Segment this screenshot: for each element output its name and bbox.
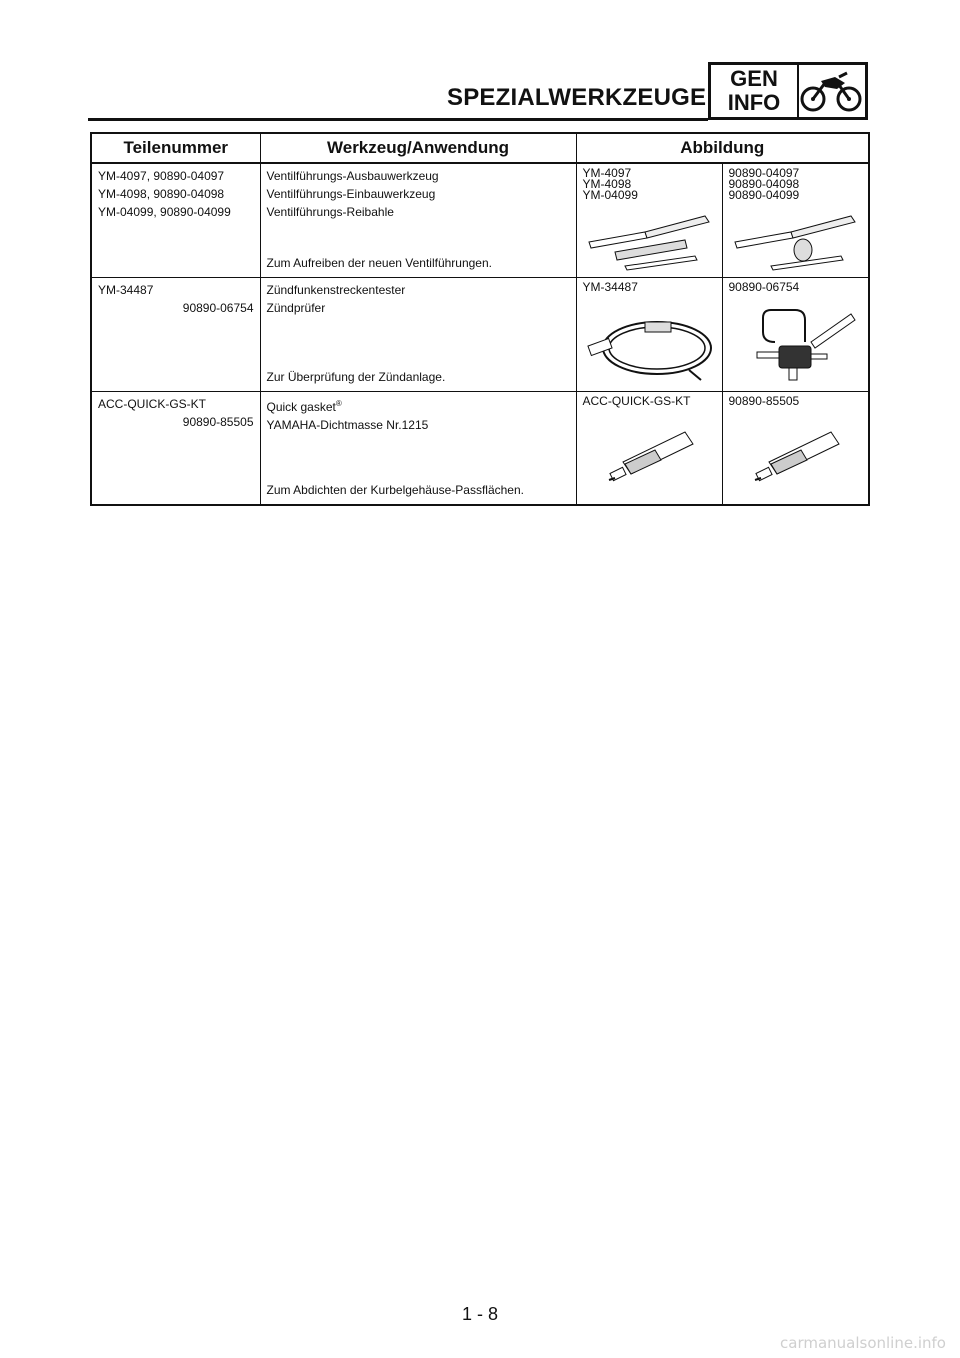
illustration-cell-left xyxy=(576,163,722,277)
table-row xyxy=(91,163,869,277)
table-row xyxy=(91,391,869,505)
ignition-tester-icon xyxy=(585,302,715,386)
tool-cell xyxy=(260,391,576,505)
part-number-cell xyxy=(91,277,260,391)
illustration-label xyxy=(583,168,638,201)
ignition-tester-icon xyxy=(731,302,861,386)
tool-name: Zündfunkenstreckentester xyxy=(266,282,406,297)
motorcycle-icon xyxy=(799,67,863,115)
illustration-cell-right xyxy=(722,391,869,505)
illustration-label xyxy=(729,168,800,201)
section-badge xyxy=(708,62,868,120)
sealant-tube-icon xyxy=(751,428,851,488)
illustration-label-line: YM-4097 xyxy=(582,166,632,180)
tool-name-text: Quick gasket xyxy=(266,399,336,414)
valve-guide-tools-icon xyxy=(585,212,715,272)
tool-name: Ventilführungs-Reibahle xyxy=(266,205,394,219)
tool-cell xyxy=(260,277,576,391)
illustration-label: ACC-QUICK-GS-KT xyxy=(582,393,691,408)
illustration-cell-left xyxy=(576,391,722,505)
illustration-label-line: 90890-04098 xyxy=(728,177,800,191)
tool-name xyxy=(267,396,570,415)
part-number: YM-4097, 90890-04097 xyxy=(98,169,225,183)
valve-guide-tools-icon xyxy=(731,212,861,272)
special-tools-table xyxy=(90,132,870,506)
part-number-cell xyxy=(91,391,260,505)
table-row xyxy=(91,277,869,391)
badge-line-gen: GEN xyxy=(730,66,778,91)
illustration-label-line: YM-04099 xyxy=(582,188,638,202)
illustration-cell-right xyxy=(722,277,869,391)
tool-usage: Zum Abdichten der Kurbelgehäuse-Passflächen. xyxy=(266,483,524,497)
col-header-illustration: Abbildung xyxy=(576,133,869,163)
part-number-cell xyxy=(91,163,260,277)
tool-cell xyxy=(260,163,576,277)
tool-name: Ventilführungs-Einbauwerkzeug xyxy=(266,187,436,201)
illustration-cell-right xyxy=(722,163,869,277)
badge-text xyxy=(711,65,799,119)
sealant-tube-icon xyxy=(605,428,705,488)
header-rule xyxy=(88,118,708,121)
illustration-label-line: 90890-04097 xyxy=(728,166,800,180)
col-header-tool: Werkzeug/Anwendung xyxy=(260,133,576,163)
badge-line-info: INFO xyxy=(727,90,781,115)
tool-name: Ventilführungs-Ausbauwerkzeug xyxy=(266,169,439,183)
illustration-label: 90890-85505 xyxy=(728,393,800,408)
page-number: 1 - 8 xyxy=(461,1304,499,1324)
col-header-part-number: Teilenummer xyxy=(91,133,260,163)
part-number: YM-34487 xyxy=(98,282,154,297)
tool-usage: Zum Aufreiben der neuen Ventilführungen. xyxy=(266,255,492,270)
illustration-label: 90890-06754 xyxy=(728,279,800,294)
tool-usage: Zur Überprüfung der Zündanlage. xyxy=(266,369,446,384)
illustration-label: YM-34487 xyxy=(582,279,638,294)
illustration-label-line: 90890-04099 xyxy=(728,188,800,202)
watermark: carmanualsonline.info xyxy=(780,1334,946,1352)
tool-name: YAMAHA-Dichtmasse Nr.1215 xyxy=(266,417,429,432)
part-number: ACC-QUICK-GS-KT xyxy=(98,396,206,411)
table-header-row xyxy=(91,133,869,163)
part-number: YM-4098, 90890-04098 xyxy=(98,187,225,201)
part-number: 90890-06754 xyxy=(182,300,254,315)
part-number: YM-04099, 90890-04099 xyxy=(98,205,231,219)
registered-mark: ® xyxy=(335,398,342,408)
illustration-label-line: YM-4098 xyxy=(582,177,632,191)
page-title: SPEZIALWERKZEUGE xyxy=(447,84,707,111)
tool-name: Zündprüfer xyxy=(266,300,326,315)
illustration-cell-left xyxy=(576,277,722,391)
part-number: 90890-85505 xyxy=(182,414,254,429)
